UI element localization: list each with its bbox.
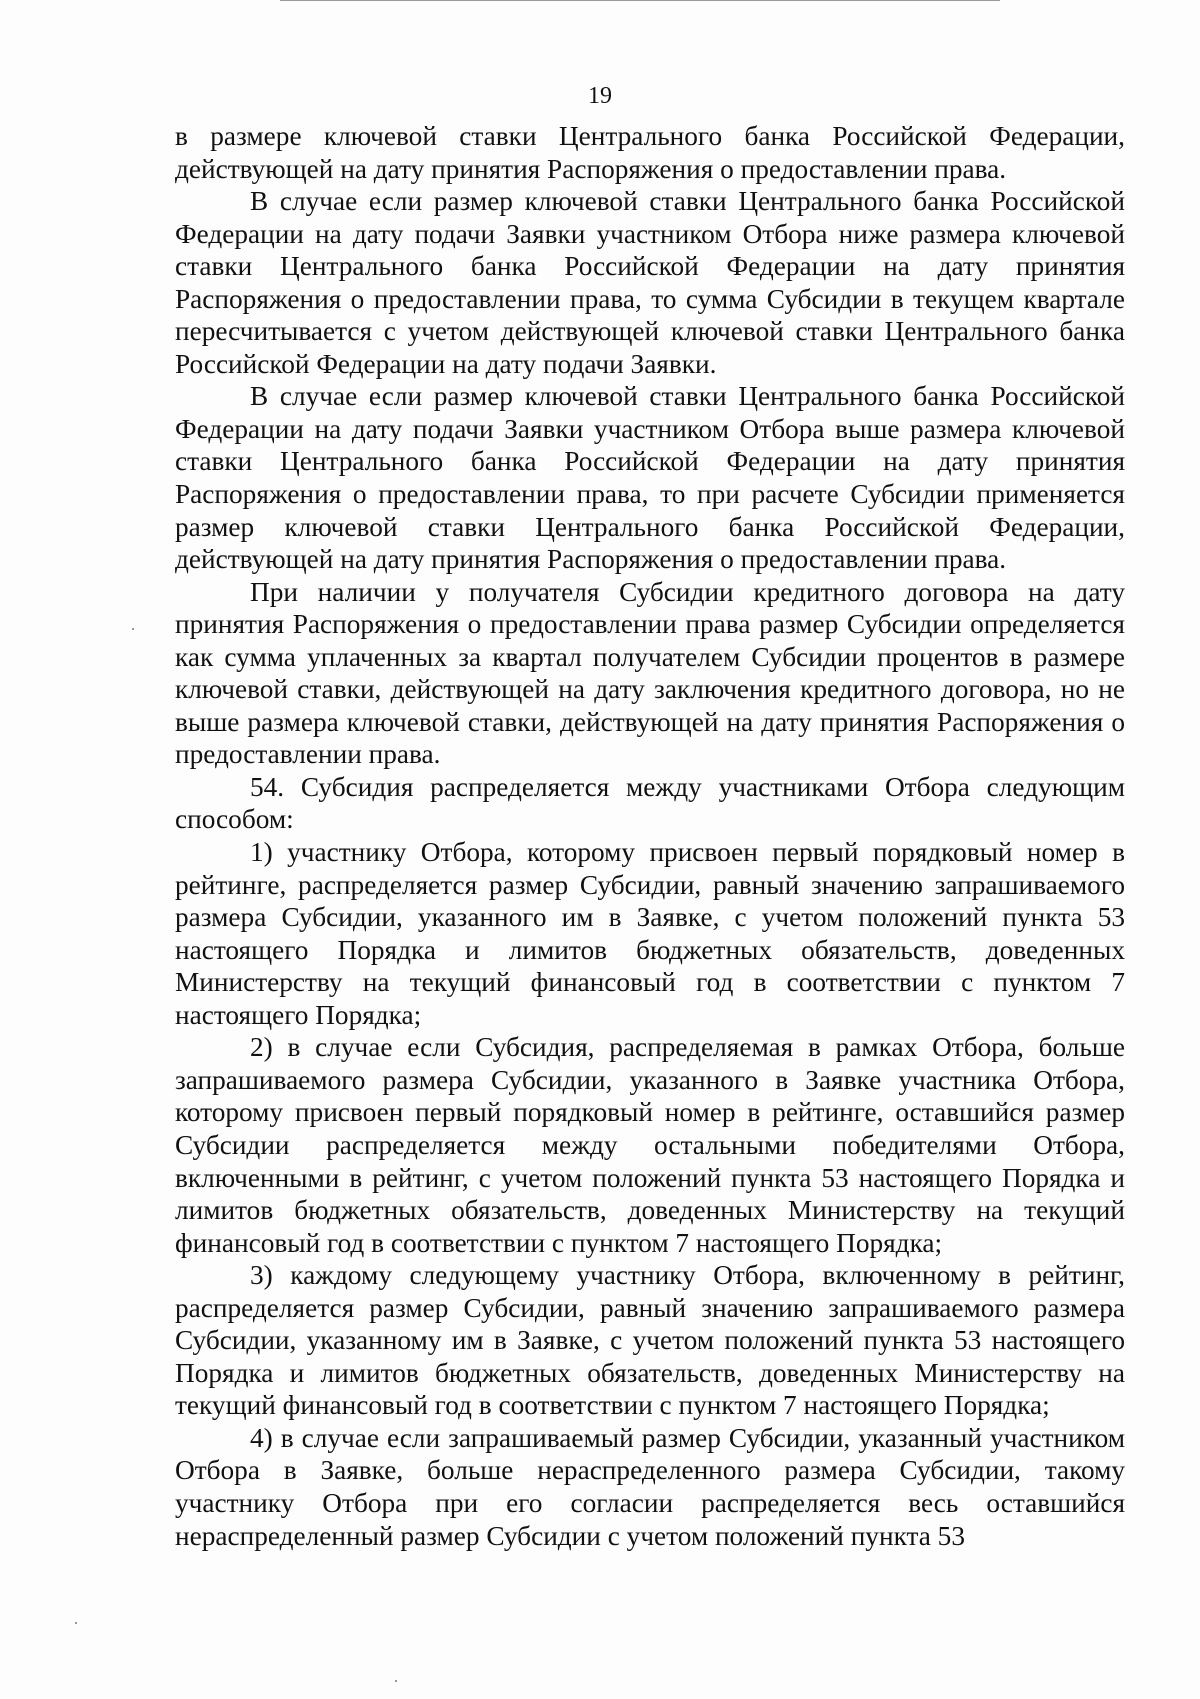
list-item: 3) каждому следующему участнику Отбора, включенному в рейтинг, распределяется размер Субсидии, равный значению запрашиваемого размера Субсидии, указанному им в Заявке, с учетом положений пункта 53 настоящего Порядка и лимитов бюджетных обязательств, доведенных Министерству на текущий финансовый год в соответствии с пунктом 7 настоящего Порядка; <box>175 1260 1125 1421</box>
paragraph: При наличии у получателя Субсидии кредитного договора на дату принятия Распоряжения о предоставлении права размер Субсидии определяется как сумма уплаченных за квартал получателем Субсидии процентов в размере ключевой ставки, действующей на дату заключения кредитного договора, но не выше размера ключевой ставки, действующей на дату принятия Распоряжения о предоставлении права. <box>175 576 1125 770</box>
list-item: 2) в случае если Субсидия, распределяемая в рамках Отбора, больше запрашиваемого размера Субсидии, указанного в Заявке участника Отбора, которому присвоен первый порядковый номер в рейтинге, оставшийся размер Субсидии распределяется между остальными победителями Отбора, включенными в рейтинг, с учетом положений пункта 53 настоящего Порядка и лимитов бюджетных обязательств, доведенных Министерству на текущий финансовый год в соответствии с пунктом 7 настоящего Порядка; <box>175 1032 1125 1258</box>
scan-speck <box>132 628 134 630</box>
scan-speck <box>395 1680 397 1682</box>
paragraph: В случае если размер ключевой ставки Центрального банка Российской Федерации на дату подачи Заявки участником Отбора выше размера ключевой ставки Центрального банка Российской Федерации на дату принятия Распоряжения о предоставлении права, то при расчете Субсидии применяется размер ключевой ставки Центрального банка Российской Федерации, действующей на дату принятия Распоряжения о предоставлении права. <box>175 381 1125 575</box>
list-item: 1) участнику Отбора, которому присвоен первый порядковый номер в рейтинге, распределяется размер Субсидии, равный значению запрашиваемого размера Субсидии, указанного им в Заявке, с учетом положений пункта 53 настоящего Порядка и лимитов бюджетных обязательств, доведенных Министерству на текущий финансовый год в соответствии с пунктом 7 настоящего Порядка; <box>175 837 1125 1030</box>
paragraph: в размере ключевой ставки Центрального банка Российской Федерации, действующей на дату принятия Распоряжения о предоставлении права. <box>175 121 1125 184</box>
page-number: 19 <box>588 83 612 109</box>
paragraph-item-54: 54. Субсидия распределяется между участниками Отбора следующим способом: <box>175 771 1125 835</box>
scan-speck <box>75 1622 77 1624</box>
list-item: 4) в случае если запрашиваемый размер Субсидии, указанный участником Отбора в Заявке, больше нераспределенного размера Субсидии, такому участнику Отбора при его согласии распределяется весь оставшийся нераспределенный размер Субсидии с учетом положений пункта 53 <box>175 1422 1125 1551</box>
scan-edge-line <box>280 0 1000 1</box>
document-body <box>175 120 1125 1552</box>
paragraph: В случае если размер ключевой ставки Центрального банка Российской Федерации на дату подачи Заявки участником Отбора ниже размера ключевой ставки Центрального банка Российской Федерации на дату принятия Распоряжения о предоставлении права, то сумма Субсидии в текущем квартале пересчитывается с учетом действующей ключевой ставки Центрального банка Российской Федерации на дату подачи Заявки. <box>175 186 1125 379</box>
